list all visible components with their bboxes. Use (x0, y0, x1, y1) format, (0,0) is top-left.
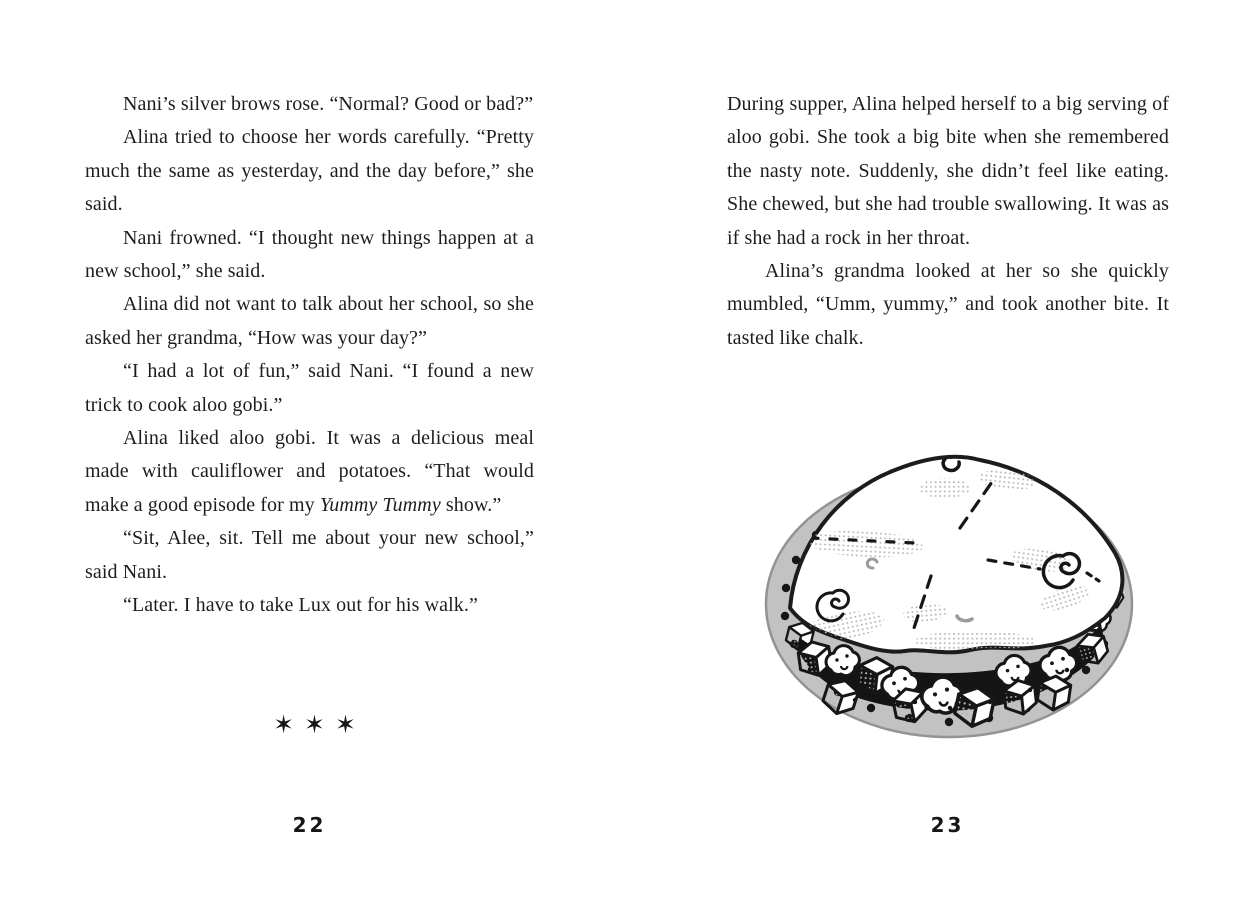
paragraph: During supper, Alina helped herself to a big serving of aloo gobi. She took a big bite when she remembered the nasty note. Suddenly, she didn’t feel like eating. She chewed, but she had trouble swallowing. It was as if she had a rock in her throat. (727, 93, 1169, 249)
left-page-number: 22 (292, 813, 327, 837)
paragraph: “Sit, Alee, sit. Tell me about your new school,” said Nani. (85, 527, 534, 583)
section-break-stars: ✶✶✶ (273, 710, 366, 739)
left-page-text (85, 88, 534, 623)
paragraph: “Later. I have to take Lux out for his walk.” (123, 594, 478, 617)
right-page-number: 23 (930, 813, 965, 837)
right-page-text (727, 88, 1169, 355)
roti (790, 457, 1122, 652)
paragraph: Alina liked aloo gobi. It was a delicious meal made with cauliflower and potatoes. “That would make a good episode for my Yummy Tummy show.” (85, 427, 534, 516)
paragraph: “I had a lot of fun,” said Nani. “I found a new trick to cook aloo gobi.” (85, 360, 534, 416)
paragraph: Alina tried to choose her words carefully. “Pretty much the same as yesterday, and the day before,” she said. (85, 126, 534, 216)
paragraph: Alina’s grandma looked at her so she quickly mumbled, “Umm, yummy,” and took another bite. It tasted like chalk. (727, 260, 1169, 349)
paragraph: Alina did not want to talk about her school, so she asked her grandma, “How was your day?” (85, 293, 534, 349)
aloo-gobi-plate-illustration (745, 448, 1153, 760)
paragraph: Nani frowned. “I thought new things happen at a new school,” she said. (85, 226, 534, 283)
paragraph: Nani’s silver brows rose. “Normal? Good or bad?” (123, 93, 534, 115)
